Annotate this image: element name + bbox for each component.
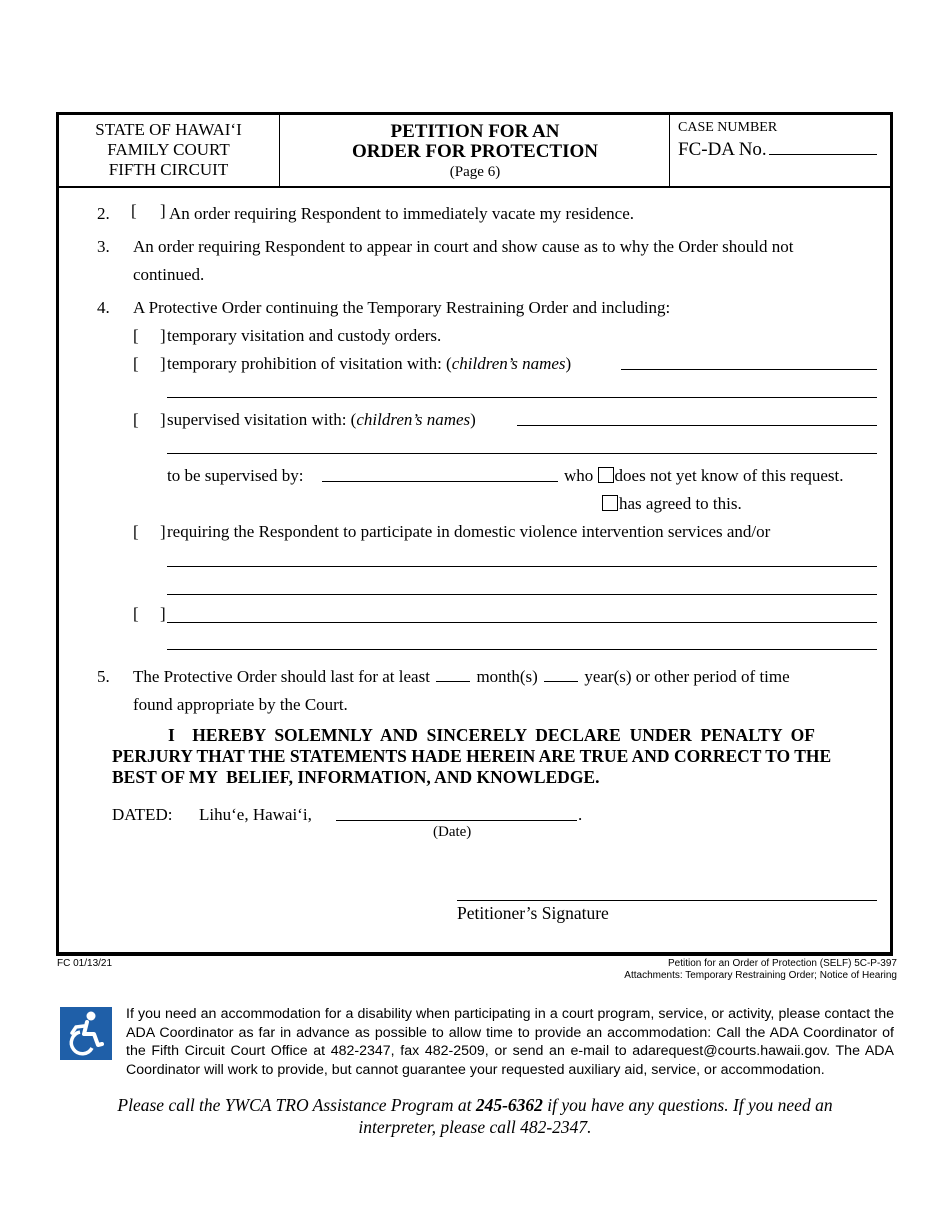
item-5-text-c: year(s) or other period of time <box>584 667 790 686</box>
ywca-text-2: if you have any questions. If you need an <box>542 1095 833 1115</box>
months-field[interactable] <box>436 681 470 682</box>
declaration-line-3: BEST OF MY BELIEF, INFORMATION, AND KNOWLEDGE. <box>112 767 600 787</box>
other-order-checkbox[interactable]: [ <box>133 604 139 623</box>
case-number-field[interactable] <box>769 154 877 155</box>
item-2-text: An order requiring Respondent to immediately vacate my residence. <box>169 204 634 223</box>
has-agreed-checkbox[interactable] <box>602 495 618 511</box>
signature-line[interactable] <box>457 900 877 901</box>
prohibition-option-text <box>167 354 571 374</box>
does-not-know-checkbox[interactable] <box>598 467 614 483</box>
prohibition-bracket-close: ] <box>160 354 166 373</box>
title-line-1: PETITION FOR AN <box>390 121 560 142</box>
court-line-family: FAMILY COURT <box>107 140 230 159</box>
supervised-text: supervised visitation with: ( <box>167 410 357 429</box>
dated-place: Lihu‘e, Hawai‘i, <box>199 805 312 824</box>
prohibition-children-label: children’s names <box>451 354 566 373</box>
item-2-number: 2. <box>97 204 110 223</box>
supervisor-field[interactable] <box>322 481 558 482</box>
item-5-line1 <box>133 667 790 687</box>
item-5-text-a: The Protective Order should last for at least <box>133 667 430 686</box>
prohibition-names-field[interactable] <box>621 369 877 370</box>
accessibility-icon <box>60 1007 112 1060</box>
supervised-children-label: children’s names <box>356 410 471 429</box>
item-5-text-line2: found appropriate by the Court. <box>133 695 348 714</box>
date-caption: (Date) <box>433 824 472 840</box>
signature-caption: Petitioner’s Signature <box>457 903 609 923</box>
dv-services-checkbox[interactable]: [ <box>133 522 139 541</box>
item-2-checkbox[interactable]: [ <box>131 201 137 220</box>
case-prefix: FC-DA No. <box>678 139 767 160</box>
court-name-block <box>59 120 278 180</box>
ywca-phone: 245-6362 <box>475 1095 543 1115</box>
dv-services-bracket-close: ] <box>160 522 166 541</box>
custody-option-text: temporary visitation and custody orders. <box>167 326 442 345</box>
ywca-notice <box>60 1094 890 1138</box>
header-column-divider-right <box>669 115 670 186</box>
date-field[interactable] <box>336 820 577 821</box>
declaration-line-1: I HEREBY SOLEMNLY AND SINCERELY DECLARE UNDER PENALTY OF <box>168 725 815 745</box>
dated-label: DATED: <box>112 805 173 824</box>
item-3-number: 3. <box>97 237 110 256</box>
court-line-circuit: FIFTH CIRCUIT <box>108 160 229 179</box>
page-label: (Page 6) <box>449 164 501 180</box>
item-5-number: 5. <box>97 667 110 686</box>
prohibition-names-field-line2[interactable] <box>167 397 877 398</box>
declaration-line-2: PERJURY THAT THE STATEMENTS HADE HEREIN ARE TRUE AND CORRECT TO THE <box>112 746 832 766</box>
dv-services-field-line2[interactable] <box>167 594 877 595</box>
custody-checkbox[interactable]: [ <box>133 326 139 345</box>
document-title-block <box>282 122 668 182</box>
other-order-field-line1[interactable] <box>167 622 877 623</box>
dv-services-option-text: requiring the Respondent to participate in domestic violence intervention services and/or <box>167 522 771 541</box>
supervised-option-text <box>167 410 476 430</box>
prohibition-text: temporary prohibition of visitation with: ( <box>167 354 452 373</box>
case-number-block <box>678 119 888 163</box>
item-5-text-b: month(s) <box>476 667 538 686</box>
custody-bracket-close: ] <box>160 326 166 345</box>
supervised-checkbox[interactable]: [ <box>133 410 139 429</box>
ywca-text-line2: interpreter, please call 482-2347. <box>358 1117 592 1137</box>
item-3-text-line1: An order requiring Respondent to appear in court and show cause as to why the Order should not <box>133 237 794 256</box>
declaration-block <box>112 725 877 788</box>
header-divider <box>56 186 893 188</box>
ywca-text-1: Please call the YWCA TRO Assistance Program at <box>117 1095 476 1115</box>
item-2-bracket-close: ] <box>160 201 166 220</box>
ada-notice: If you need an accommodation for a disability when participating in a court program, service, or activity, please contact the ADA Coordinator as far in advance as possible to allow time to provide an accommodation: Call the ADA Coordinator of the Fifth Circuit Court Office at 482-2347, fax 482-2509, or send an e-mail to adarequest@courts.hawaii.gov. The ADA Coordinator will work to provide, but cannot guarantee your requested auxiliary aid, service, or accommodation. <box>126 1006 894 1078</box>
form-code: FC 01/13/21 <box>57 958 113 969</box>
prohibition-checkbox[interactable]: [ <box>133 354 139 373</box>
case-number-label: CASE NUMBER <box>678 120 778 135</box>
dated-period: . <box>578 805 583 824</box>
item-3-text-line2: continued. <box>133 265 205 284</box>
supervised-names-field-line2[interactable] <box>167 453 877 454</box>
supervised-by-label: to be supervised by: <box>167 466 304 485</box>
title-line-2: ORDER FOR PROTECTION <box>352 141 598 162</box>
years-field[interactable] <box>544 681 578 682</box>
header-column-divider-left <box>279 115 280 186</box>
dv-services-field-line1[interactable] <box>167 566 877 567</box>
item-4-number: 4. <box>97 298 110 317</box>
item-4-intro: A Protective Order continuing the Temporary Restraining Order and including: <box>133 298 671 317</box>
prohibition-close-paren: ) <box>565 354 572 373</box>
supervised-names-field[interactable] <box>517 425 877 426</box>
does-not-know-text: does not yet know of this request. <box>614 466 844 485</box>
supervised-close-paren: ) <box>470 410 476 429</box>
who-label: who <box>564 466 594 485</box>
other-order-bracket-close: ] <box>160 604 166 623</box>
attachments-footer: Attachments: Temporary Restraining Order; Notice of Hearing <box>624 970 897 981</box>
form-title-footer: Petition for an Order of Protection (SELF) 5C-P-397 <box>668 958 897 969</box>
court-line-state: STATE OF HAWAI‘I <box>95 120 242 139</box>
has-agreed-text: has agreed to this. <box>619 494 742 513</box>
supervised-bracket-close: ] <box>160 410 166 429</box>
other-order-field-line2[interactable] <box>167 649 877 650</box>
